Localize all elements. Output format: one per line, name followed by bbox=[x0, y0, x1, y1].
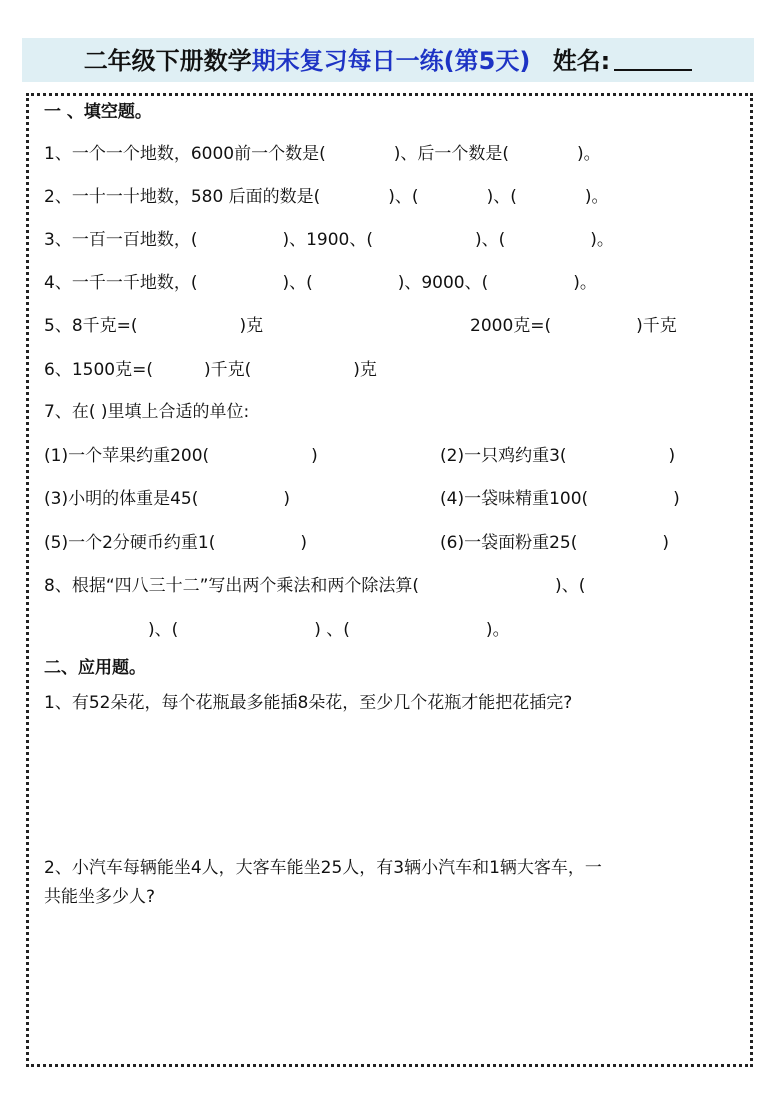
question-8-line2: )、( ) 、( )。 bbox=[148, 620, 510, 640]
question-8-line1: 8、根据“四八三十二”写出两个乘法和两个除法算( )、( bbox=[44, 576, 586, 596]
question-7-1: (1)一个苹果约重200( ) bbox=[44, 446, 318, 466]
word-problem-1: 1、有52朵花，每个花瓶最多能插8朵花，至少几个花瓶才能把花插完? bbox=[44, 693, 573, 713]
question-7-6: (6)一袋面粉重25( ) bbox=[440, 533, 669, 553]
question-7-3: (3)小明的体重是45( ) bbox=[44, 489, 290, 509]
title-grade-subject: 二年级下册数学 bbox=[83, 47, 252, 75]
name-blank[interactable] bbox=[614, 47, 692, 71]
page-title bbox=[22, 38, 754, 82]
question-7-5: (5)一个2分硬币约重1( ) bbox=[44, 533, 307, 553]
question-7-4: (4)一袋味精重100( ) bbox=[440, 489, 680, 509]
word-problem-2-line1: 2、小汽车每辆能坐4人，大客车能坐25人，有3辆小汽车和1辆大客车，一 bbox=[44, 858, 602, 878]
word-problem-2-line2: 共能坐多少人? bbox=[44, 887, 156, 907]
question-4: 4、一千一千地数，( )、( )、9000、( )。 bbox=[44, 273, 597, 293]
question-7-2: (2)一只鸡约重3( ) bbox=[440, 446, 676, 466]
question-5b: 2000克=( )千克 bbox=[470, 316, 677, 336]
question-1: 1、一个一个地数，6000前一个数是( )、后一个数是( )。 bbox=[44, 144, 601, 164]
question-2: 2、一十一十地数，580 后面的数是( )、( )、( )。 bbox=[44, 187, 609, 207]
title-band bbox=[22, 38, 754, 82]
title-review-day: 期末复习每日一练(第5天) bbox=[251, 47, 531, 75]
question-6: 6、1500克=( )千克( )克 bbox=[44, 360, 377, 380]
question-7: 7、在( )里填上合适的单位: bbox=[44, 402, 250, 422]
section-fill-blanks-heading: 一 、填空题。 bbox=[44, 102, 152, 122]
name-label: 姓名: bbox=[552, 47, 611, 75]
section-word-problems-heading: 二、应用题。 bbox=[44, 658, 146, 678]
question-3: 3、一百一百地数，( )、1900、( )、( )。 bbox=[44, 230, 614, 250]
question-5a: 5、8千克=( )克 bbox=[44, 316, 264, 336]
